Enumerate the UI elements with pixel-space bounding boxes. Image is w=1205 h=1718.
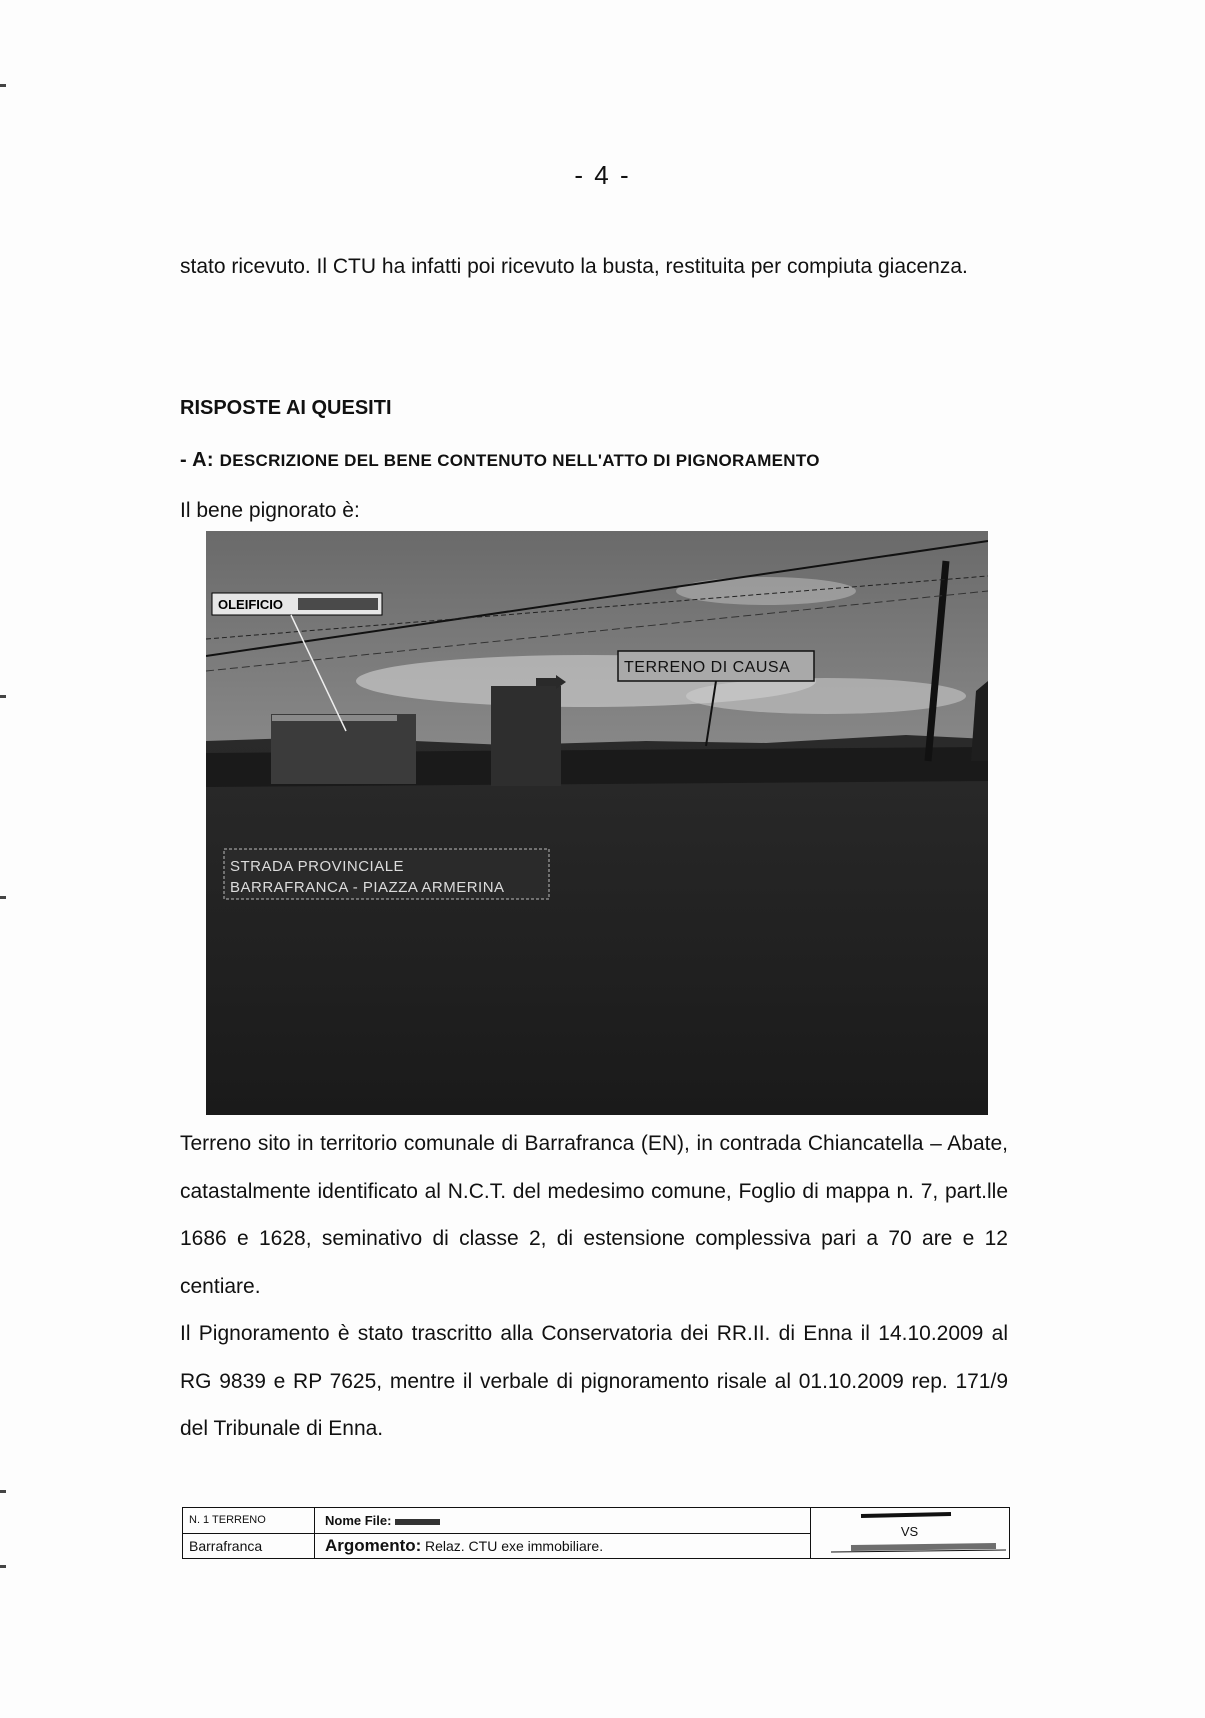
redaction-mark: [298, 598, 378, 610]
margin-mark: [0, 1490, 6, 1493]
topic-label: Argomento:: [325, 1536, 422, 1555]
lead-text: Il bene pignorato è:: [180, 499, 360, 522]
intro-paragraph: stato ricevuto. Il CTU ha infatti poi ricevuto la busta, restituita per compiuta giacenza.: [180, 255, 968, 278]
margin-mark: [0, 896, 6, 899]
building-tower: [491, 686, 561, 786]
footer-place: Barrafranca: [183, 1534, 315, 1558]
redaction-mark: [861, 1514, 951, 1516]
ground: [206, 735, 988, 1115]
building-roofline: [272, 715, 397, 721]
footer-initials: VS: [900, 1524, 919, 1539]
margin-mark: [0, 1565, 6, 1568]
subtitle-prefix: - A:: [180, 449, 220, 471]
redaction-mark: [851, 1546, 996, 1548]
redaction-mark: [395, 1519, 440, 1525]
strada-label-line2: BARRAFRANCA - PIAZZA ARMERINA: [230, 879, 505, 896]
terreno-label: TERRENO DI CAUSA: [624, 659, 791, 676]
footer-table: [182, 1507, 1010, 1559]
transcription-paragraph: Il Pignoramento è stato trascritto alla Conservatoria dei RR.II. di Enna il 14.10.2009 al RG 9839 e RP 7625, mentre il verbale di pignoramento risale al 01.10.2009 rep. 171/9 del Tribunale di Enna.: [180, 1322, 1008, 1440]
property-photo: [206, 531, 988, 1115]
topic-value: Relaz. CTU exe immobiliare.: [424, 1538, 604, 1554]
footer-file-name: [315, 1508, 811, 1534]
footer-topic: [315, 1534, 811, 1558]
section-subtitle: [180, 449, 820, 472]
property-description: Terreno sito in territorio comunale di Barrafranca (EN), in contrada Chiancatella – Abate, catastalmente identificato al N.C.T. del medesimo comune, Foglio di mappa n. 7, part.lle 1686 e 1628, seminativo di classe 2, di estensione complessiva pari a 70 are e 12 centiare.: [180, 1132, 1008, 1298]
section-title: RISPOSTE AI QUESITI: [180, 397, 392, 419]
cloud: [676, 577, 856, 605]
cloud: [686, 678, 966, 714]
arrow-sign: [536, 678, 556, 686]
footer-lot: N. 1 TERRENO: [183, 1508, 315, 1534]
file-name-label: Nome File:: [325, 1513, 392, 1528]
oleificio-label: OLEIFICIO: [218, 597, 283, 612]
margin-mark: [0, 695, 6, 698]
margin-mark: [0, 84, 6, 87]
footer-signature: [811, 1508, 1008, 1558]
subtitle-text: DESCRIZIONE DEL BENE CONTENUTO NELL'ATTO DI PIGNORAMENTO: [219, 451, 820, 470]
strada-label-line1: STRADA PROVINCIALE: [230, 858, 405, 875]
photo-illustration: [206, 531, 988, 1115]
page-number: - 4 -: [574, 160, 631, 190]
